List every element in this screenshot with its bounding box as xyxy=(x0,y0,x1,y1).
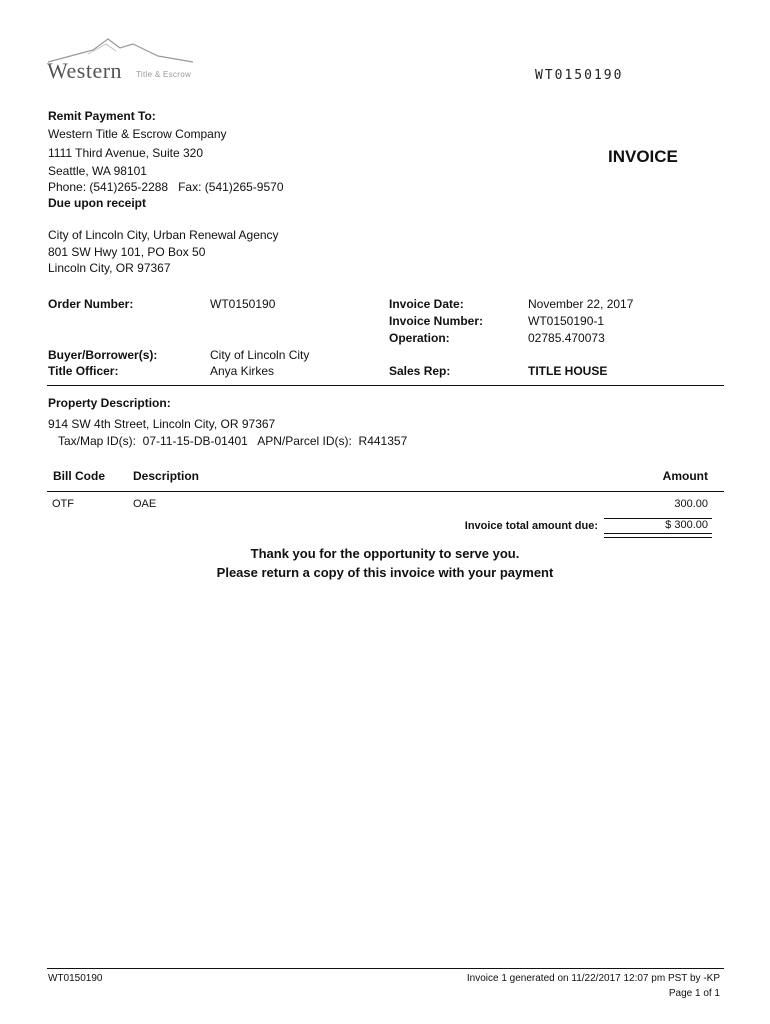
table-header-divider xyxy=(47,491,724,492)
order-number-stamp: WT0150190 xyxy=(535,68,624,83)
bill-to-city: Lincoln City, OR 97367 xyxy=(48,261,171,275)
buyer-value: City of Lincoln City xyxy=(210,348,310,362)
invoice-date-label: Invoice Date: xyxy=(389,297,464,311)
invoice-date-value: November 22, 2017 xyxy=(528,297,634,311)
column-header-description: Description xyxy=(133,469,200,483)
property-heading: Property Description: xyxy=(48,396,171,410)
company-logo-wordmark: Western xyxy=(47,58,123,83)
remit-phone-fax: Phone: (541)265-2288 Fax: (541)265-9570 xyxy=(48,180,284,194)
total-value: $ 300.00 xyxy=(665,519,708,531)
property-ids: Tax/Map ID(s): 07-11-15-DB-01401 APN/Parcel ID(s): R441357 xyxy=(58,434,408,448)
total-label: Invoice total amount due: xyxy=(464,520,598,532)
footer-order-number: WT0150190 xyxy=(48,973,103,984)
footer-page-number: Page 1 of 1 xyxy=(668,988,720,999)
sales-rep-label: Sales Rep: xyxy=(389,364,451,378)
footer-generated-info: Invoice 1 generated on 11/22/2017 12:07 pm PST by -KP xyxy=(466,973,720,984)
bill-to-street: 801 SW Hwy 101, PO Box 50 xyxy=(48,245,206,259)
due-upon-receipt: Due upon receipt xyxy=(48,196,147,210)
sales-rep-value: TITLE HOUSE xyxy=(528,364,608,378)
row-bill-code: OTF xyxy=(52,498,74,510)
title-officer-value: Anya Kirkes xyxy=(210,364,275,378)
operation-label: Operation: xyxy=(389,331,450,345)
return-copy-line: Please return a copy of this invoice with your payment xyxy=(216,565,554,580)
document-title: INVOICE xyxy=(608,147,678,166)
section-divider xyxy=(47,385,724,386)
remit-company: Western Title & Escrow Company xyxy=(48,127,227,141)
remit-street: 1111 Third Avenue, Suite 320 xyxy=(48,146,204,160)
buyer-label: Buyer/Borrower(s): xyxy=(48,348,158,362)
row-description: OAE xyxy=(133,498,157,510)
title-officer-label: Title Officer: xyxy=(48,364,119,378)
remit-city: Seattle, WA 98101 xyxy=(48,164,147,178)
company-logo-subtitle: Title & Escrow xyxy=(136,70,192,79)
invoice-number-label: Invoice Number: xyxy=(389,314,484,328)
row-amount: 300.00 xyxy=(674,498,708,510)
order-number-value: WT0150190 xyxy=(210,297,276,311)
footer-divider xyxy=(47,968,724,969)
remit-heading: Remit Payment To: xyxy=(48,109,156,123)
total-double-underline xyxy=(604,533,712,538)
property-address: 914 SW 4th Street, Lincoln City, OR 97367 xyxy=(48,417,276,431)
operation-value: 02785.470073 xyxy=(528,331,605,345)
order-number-label: Order Number: xyxy=(48,297,134,311)
bill-to-name: City of Lincoln City, Urban Renewal Agency xyxy=(48,228,279,242)
column-header-amount: Amount xyxy=(662,469,708,483)
thank-you-line: Thank you for the opportunity to serve you. xyxy=(250,546,520,561)
column-header-bill-code: Bill Code xyxy=(53,469,106,483)
invoice-number-value: WT0150190-1 xyxy=(528,314,605,328)
